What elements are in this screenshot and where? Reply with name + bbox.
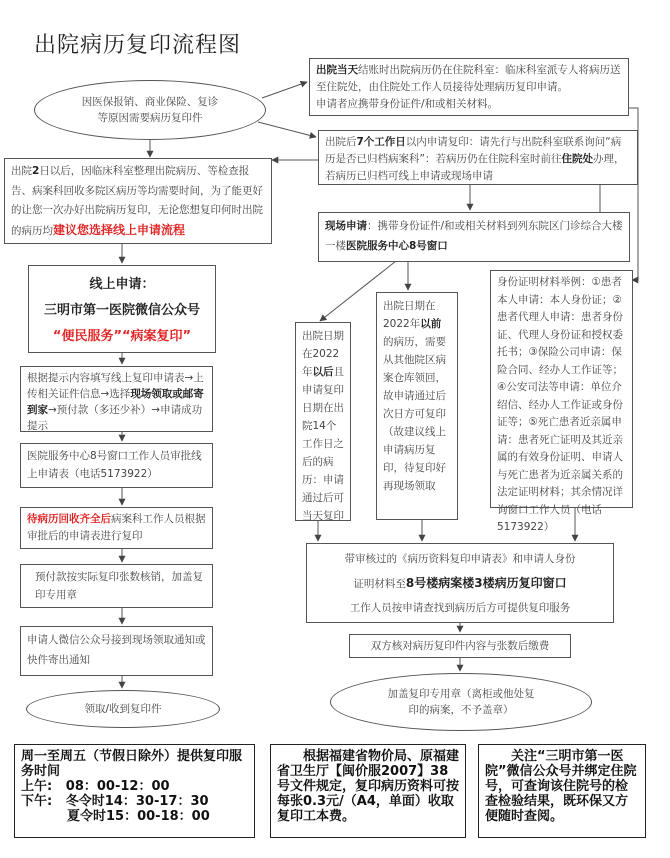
online-line1: 线上申请： <box>89 277 155 292</box>
service-center-text: 医院服务中心8号窗口工作人员审批线上申请表（电话5173922） <box>27 450 202 480</box>
box-prepay <box>20 564 213 608</box>
box-onsite-application <box>318 212 630 262</box>
box-service-hours <box>14 744 255 838</box>
discharge-text2: 申请者应携带身份证件/和或相关材料。 <box>316 98 499 110</box>
oval-reason-line1: 因医保报销、商业保险、复诊 <box>81 96 219 108</box>
box-fill-form <box>20 366 213 432</box>
box-wechat-tip <box>478 744 646 838</box>
discharge-text1: 结账时出院病历仍在住院科室：临床科室派专人将病历送至住院处，由住院处工作人员接待处理病历复印申请。 <box>316 64 621 93</box>
hours-pm-label: 下午: <box>21 794 53 809</box>
oval-reason-line2: 等原因需要病历复印件 <box>97 112 203 124</box>
within7-bold2: 住院处 <box>561 153 593 165</box>
oval-receive-text: 领取/收到复印件 <box>84 703 162 715</box>
fill-bold: 现场领取或邮寄到家 <box>27 388 204 416</box>
prepay-text: 预付款按实际复印张数核销，加盖复印专用章 <box>35 571 203 601</box>
box-within-7-days <box>318 130 638 185</box>
after2022-text2: 且申请复印日期在出院14个工作日之后的病历：申请通过后可当天复印 <box>302 366 344 522</box>
fill-text1: 根据提示内容填写线上复印申请表→上传相关证件信息→选择 <box>27 372 204 400</box>
arrow-oval-to-within7 <box>258 122 316 137</box>
after2022-text1: 出院日期在2022年 <box>302 330 344 378</box>
box-after-2022 <box>295 322 351 521</box>
intro-text: 日以后，因临床科室整理出院病历、等检查报告、病案科回收多院区病历等均需要时间，为了能更好的让您一次办好出院病历复印，无论您想复印何时出院的病历均 <box>11 165 263 237</box>
oval-stamp <box>330 673 592 731</box>
discharge-bold: 出院当天 <box>316 64 358 76</box>
wait-text: 病案科工作人员根据审批后的申请表进行复印 <box>27 513 206 542</box>
hours-pm-summer: 夏令时15：00-18：00 <box>67 809 210 824</box>
within7-mid1: 以内申请复印：请先行与出院科室联系询问“病历是否已归档病案科”：若病历仍在住院科室时前往 <box>325 136 622 165</box>
stamp-line2: 印的病案，不予盖章） <box>408 704 514 716</box>
box-day-of-discharge <box>309 58 629 116</box>
box-copy-window <box>306 543 614 623</box>
wechat-text: 关注“三明市第一医院”微信公众号并绑定住院号，可查询该住院号的检查检验结果，既环保又方便随时查阅。 <box>485 749 637 824</box>
box-id-materials <box>490 270 633 533</box>
hours-am-label: 上午: <box>21 779 53 794</box>
box-service-center <box>20 443 213 488</box>
hours-line1: 周一至周五（节假日除外）提供复印服务时间 <box>21 749 243 779</box>
box-check-pay <box>349 634 571 658</box>
box-before-2022 <box>376 292 458 520</box>
before2022-bold: 以前 <box>420 318 442 330</box>
oval-reason <box>34 80 266 140</box>
fee-text: 根据福建省物价局、原福建省卫生厅【闽价服2007】38号文件规定，复印病历资料可按每张0.3元/（A4，单面）收取复印工本费。 <box>277 749 460 824</box>
check-text: 双方核对病历复印件内容与张数后缴费 <box>370 640 550 652</box>
stamp-line1: 加盖复印专用章（离柜或他处复 <box>387 688 535 700</box>
id-materials-text: 身份证明材料举例：①患者本人申请：本人身份证；②患者代理人申请：患者身份证、代理人身份证和授权委托书；③保险公司申请：保险合同、经办人工作证等；④公安司法等申请：单位介绍信、经办人工作证或身份证等；⑤死亡患者近亲属申请：患者死亡证明及其近亲属的有效身份证明、申请人与死亡患者为近亲属关系的法定证明材料；其余情况详询窗口工作人员（电话5173922） <box>497 276 623 533</box>
box-wait-records <box>20 507 213 549</box>
box-fee-policy <box>270 744 466 838</box>
window-line2-pre: 证明材料至 <box>353 578 406 590</box>
within7-bold1: 7个工作日 <box>356 136 406 148</box>
intro-bold: 2 <box>32 165 40 177</box>
before2022-text2: 的病历，需要从其他院区病案仓库领回，故申请通过后次日方可复印（故建议线上申请病历复印，待复印好再现场领取 <box>383 336 446 492</box>
window-line1: 带审核过的《病历资料复印申请表》和申请人身份 <box>344 553 576 565</box>
page-title: 出院病历复印流程图 <box>34 33 242 58</box>
arrow-oval-to-discharge <box>262 82 307 98</box>
onsite-bold1: 现场申请 <box>325 220 367 232</box>
after2022-bold: 以后 <box>312 366 334 378</box>
online-line3: “便民服务”“病案复印” <box>52 329 192 344</box>
wait-red: 待病历回收齐全后 <box>27 513 111 525</box>
before2022-text1: 出院日期在2022年 <box>383 300 436 330</box>
within7-mid2: 办理，若病历已归档可线上申请或现场申请 <box>325 153 625 182</box>
window-line2-bold: 8号楼病案楼3楼病历复印窗口 <box>405 576 567 590</box>
onsite-text1: ：携带身份证件/和或相关材料到列东院区门诊综合大楼一楼 <box>325 220 623 252</box>
fill-text2: →预付款（多还少补）→申请成功提示 <box>27 404 203 432</box>
hours-am-value: 08：00-12：00 <box>65 779 170 794</box>
onsite-bold2: 医院服务中心8号窗口 <box>346 240 448 252</box>
box-left-intro <box>4 158 272 244</box>
window-line3: 工作人员按申请查找到病历后方可提供复印服务 <box>349 602 571 614</box>
hours-pm-winter: 冬令时14：30-17：30 <box>65 794 209 809</box>
intro-pre: 出院 <box>11 165 32 177</box>
online-line2: 三明市第一医院微信公众号 <box>43 303 200 318</box>
intro-red: 建议您选择线上申请流程 <box>53 222 186 237</box>
box-notify <box>20 626 213 676</box>
box-online-application <box>28 265 216 353</box>
within7-pre: 出院后 <box>325 136 357 148</box>
oval-receive <box>26 690 220 728</box>
notify-text: 申请人微信公众号接到现场领取通知或快件寄出通知 <box>27 634 206 666</box>
